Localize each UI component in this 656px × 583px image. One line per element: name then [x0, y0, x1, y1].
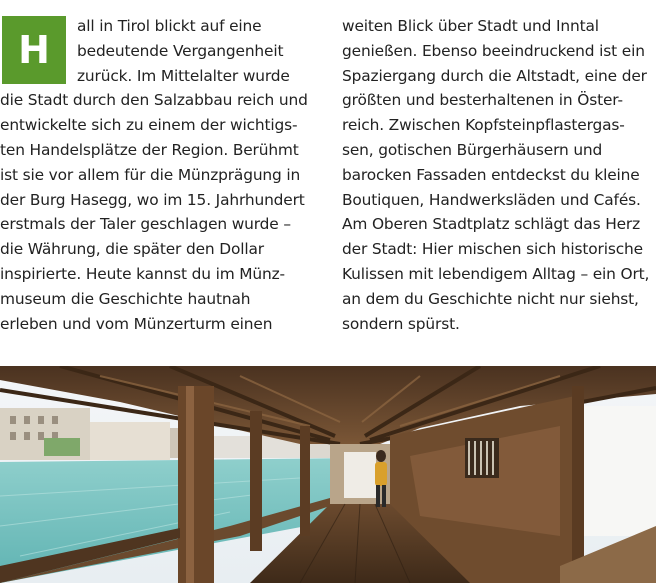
text-line: entwickelte sich zu einem der wichtigs- [0, 116, 298, 135]
right-post [572, 386, 584, 583]
text-line: museum die Geschichte hautnah [0, 289, 251, 308]
text-line: sondern spürst. [342, 314, 460, 333]
text-line: Spaziergang durch die Altstadt, eine der [342, 66, 647, 85]
bright-opening [575, 406, 656, 536]
text-line: Am Oberen Stadtplatz schlägt das Herz [342, 215, 641, 234]
text-line: erleben und vom Münzerturm einen [0, 314, 273, 333]
bridge-photo [0, 366, 656, 583]
text-line: ten Handelsplätze der Region. Berühmt [0, 140, 299, 159]
text-line: Boutiquen, Handwerksläden und Cafés. [342, 190, 641, 209]
text-line: der Stadt: Hier mischen sich historische [342, 240, 643, 259]
text-line: zurück. Im Mittelalter wurde [77, 66, 290, 85]
text-line: an dem du Geschichte nicht nur siehst, [342, 289, 639, 308]
text-line: die Währung, die später den Dollar [0, 240, 264, 259]
text-line: erstmals der Taler geschlagen wurde – [0, 215, 291, 234]
text-line: all in Tirol blickt auf eine [77, 17, 262, 35]
text-line: inspirierte. Heute kannst du im Münz- [0, 264, 285, 283]
text-column-left [0, 14, 320, 336]
text-line: weiten Blick über Stadt und Inntal [342, 17, 599, 35]
text-line: genießen. Ebenso beeindruckend ist ein [342, 41, 645, 60]
text-line: sen, gotischen Bürgerhäusern und [342, 140, 603, 159]
text-line: barocken Fassaden entdeckst du kleine [342, 165, 640, 184]
text-column-right [342, 14, 656, 336]
text-line: der Burg Hasegg, wo im 15. Jahrhundert [0, 190, 305, 209]
left-post [178, 386, 214, 583]
text-line: ist sie vor allem für die Münzprägung in [0, 165, 301, 184]
text-line: reich. Zwischen Kopfsteinpflastergas- [342, 116, 625, 135]
text-line: die Stadt durch den Salzabbau reich und [0, 91, 308, 110]
text-line: Kulissen mit lebendigem Alltag – ein Ort, [342, 264, 650, 283]
text-line: bedeutende Vergangenheit [77, 41, 284, 60]
drop-cap: H [2, 16, 66, 84]
text-line: größten und besterhaltenen in Öster- [342, 91, 623, 110]
